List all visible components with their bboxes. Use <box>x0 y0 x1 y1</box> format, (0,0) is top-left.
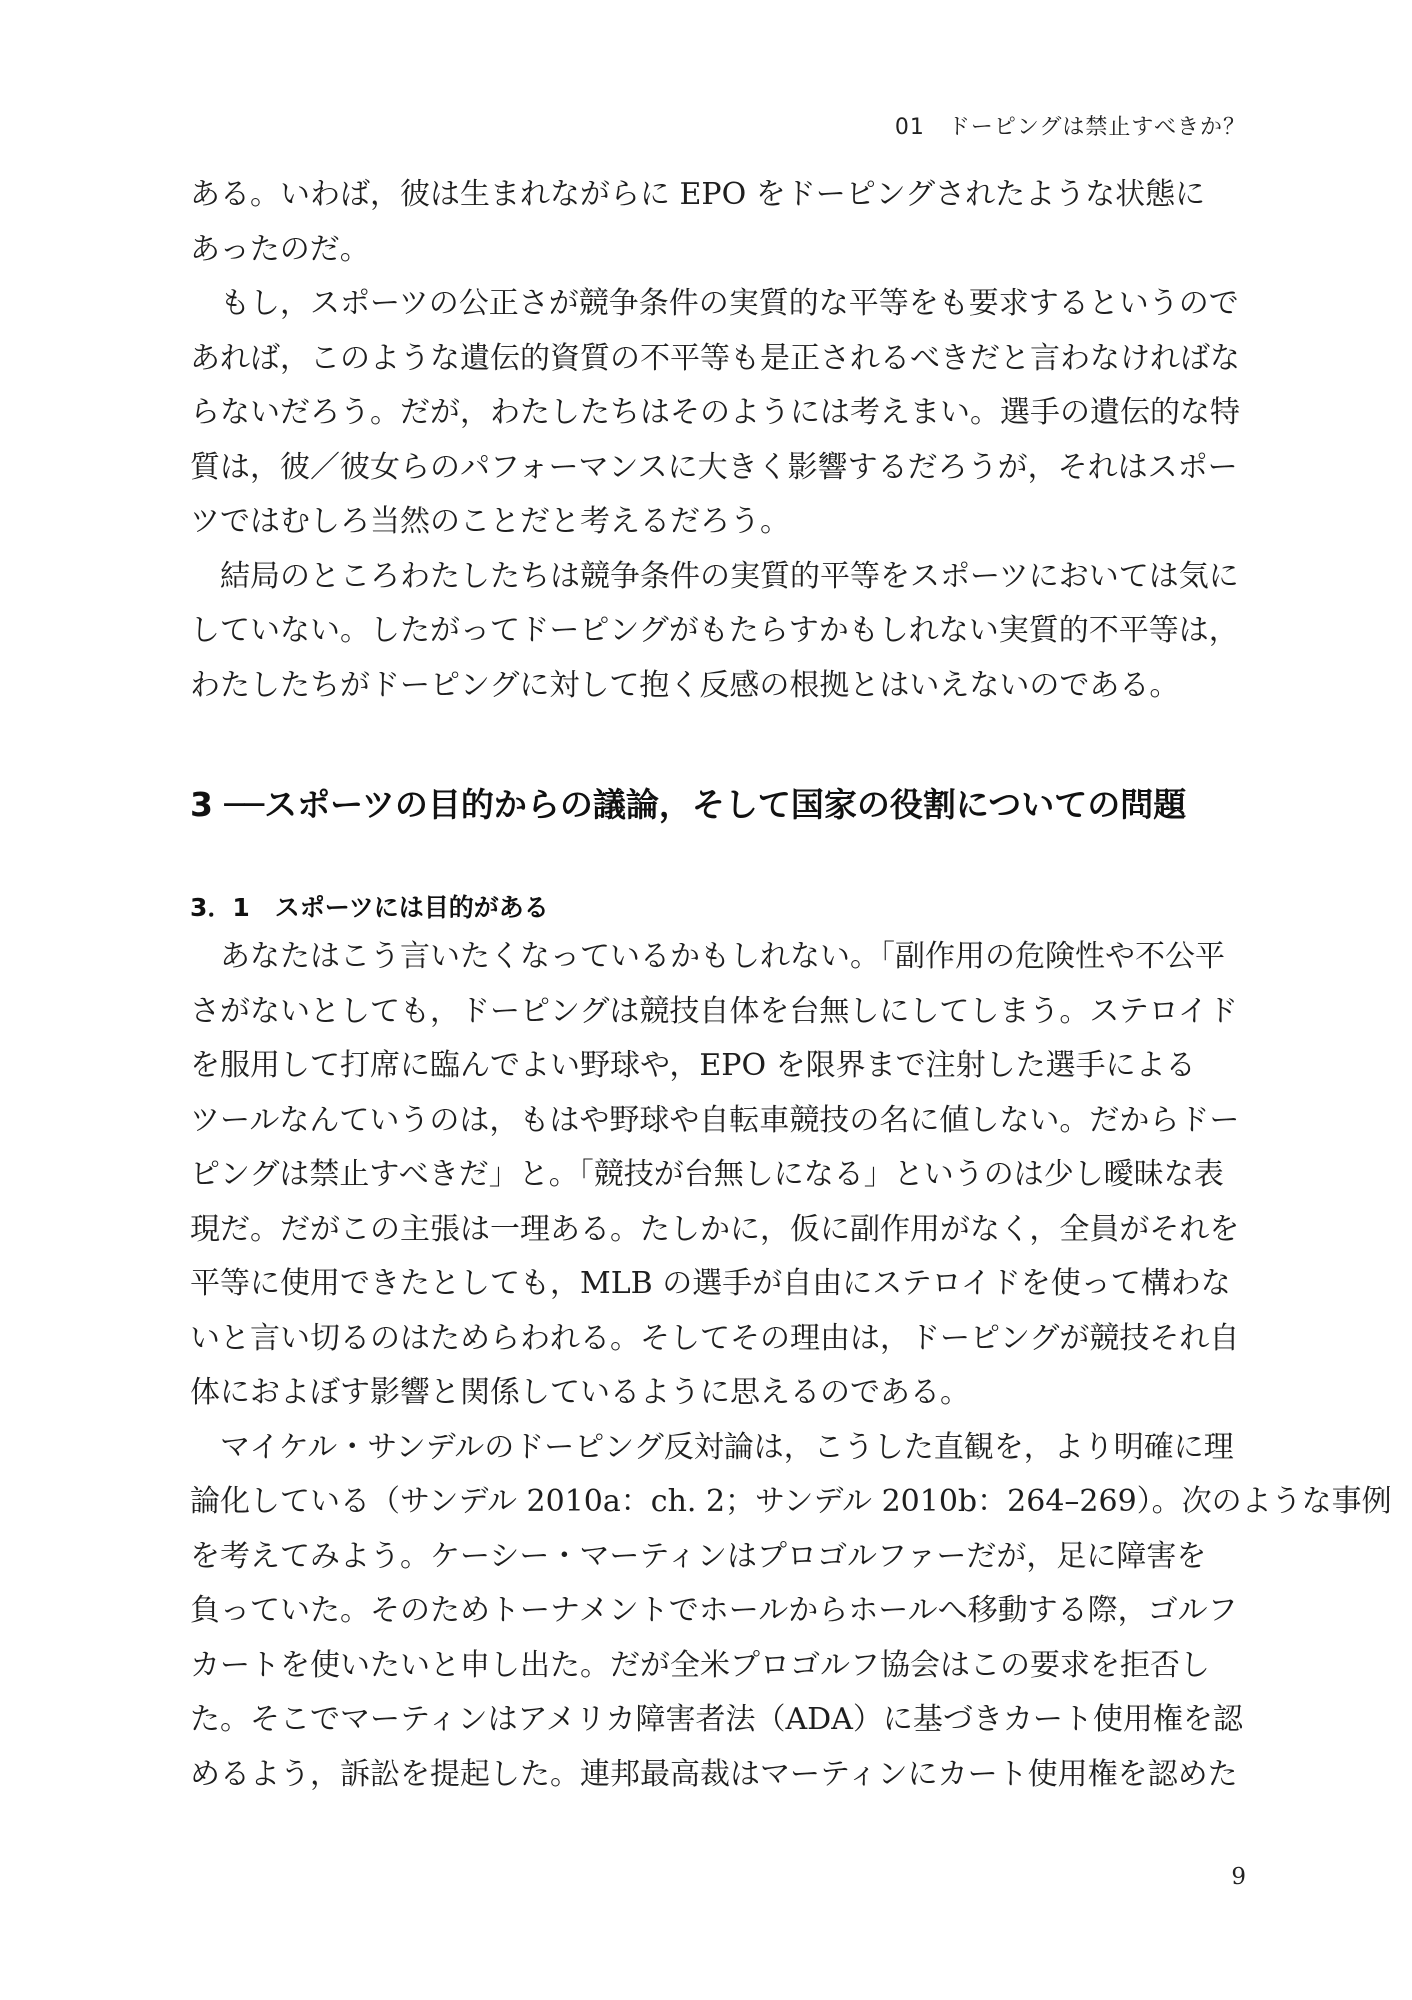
text-line: めるよう，訴訟を提起した。連邦最高裁はマーティンにカート使用権を認めた <box>190 1756 1238 1792</box>
text-line: あなたはこう言いたくなっているかもしれない。「副作用の危険性や不公平 <box>220 939 1225 974</box>
text-line: あったのだ。 <box>190 231 370 267</box>
text-line: していない。したがってドーピングがもたらすかもしれない実質的不平等は， <box>190 613 1239 648</box>
text-line: マイケル・サンデルのドーピング反対論は，こうした直観を，より明確に理 <box>220 1429 1234 1465</box>
page-number: 9 <box>1231 1864 1246 1890</box>
text-line: 質は，彼／彼女らのパフォーマンスに大きく影響するだろうが，それはスポー <box>190 449 1238 485</box>
text-line: 体におよぼす影響と関係しているように思えるのである。 <box>190 1375 970 1410</box>
subsection-heading: 3．1 スポーツには目的がある <box>190 893 549 922</box>
text-line: わたしたちがドーピングに対して抱く反感の根拠とはいえないのである。 <box>190 667 1180 703</box>
text-line: ツールなんていうのは，もはや野球や自転車競技の名に値しない。だからドー <box>190 1102 1240 1138</box>
text-line: 論化している（サンデル 2010a：ch. 2；サンデル 2010b：264–269）。次のような事例 <box>190 1484 1392 1519</box>
text-line: 負っていた。そのためトーナメントでホールからホールへ移動する際，ゴルフ <box>190 1593 1238 1628</box>
text-line: カートを使いたいと申し出た。だが全米プロゴルフ協会はこの要求を拒否し <box>190 1647 1210 1683</box>
text-line: あれば，このような遺伝的資質の不平等も是正されるべきだと言わなければな <box>190 340 1240 376</box>
text-line: を服用して打席に臨んでよい野球や，EPO を限界まで注射した選手による <box>190 1048 1196 1083</box>
text-line: た。そこでマーティンはアメリカ障害者法（ADA）に基づきカート使用権を認 <box>190 1702 1243 1737</box>
section-heading: 3 ──スポーツの目的からの議論，そして国家の役割についての問題 <box>190 785 1187 824</box>
text-line: もし，スポーツの公正さが競争条件の実質的な平等をも要求するというので <box>220 286 1239 321</box>
text-line: ある。いわば，彼は生まれながらに EPO をドーピングされたような状態に <box>190 177 1206 212</box>
text-line: 現だ。だがこの主張は一理ある。たしかに，仮に副作用がなく，全員がそれを <box>190 1211 1240 1247</box>
text-line: ツではむしろ当然のことだと考えるだろう。 <box>190 504 790 539</box>
text-line: いと言い切るのはためらわれる。そしてその理由は，ドーピングが競技それ自 <box>190 1320 1240 1356</box>
text-line: ピングは禁止すべきだ」と。「競技が台無しになる」というのは少し曖昧な表 <box>190 1157 1224 1192</box>
text-line: を考えてみよう。ケーシー・マーティンはプロゴルファーだが，足に障害を <box>190 1538 1207 1574</box>
text-line: さがないとしても，ドーピングは競技自体を台無しにしてしまう。ステロイド <box>190 993 1238 1029</box>
text-line: らないだろう。だが，わたしたちはそのようには考えまい。選手の遺伝的な特 <box>190 395 1240 430</box>
text-line: 結局のところわたしたちは競争条件の実質的平等をスポーツにおいては気に <box>220 558 1239 594</box>
body-text-upper <box>190 168 1240 713</box>
text-line: 平等に使用できたとしても，MLB の選手が自由にステロイドを使って構わな <box>190 1266 1231 1301</box>
body-text-lower <box>190 930 1392 1802</box>
running-head: 01 ドーピングは禁止すべきか？ <box>894 115 1246 140</box>
